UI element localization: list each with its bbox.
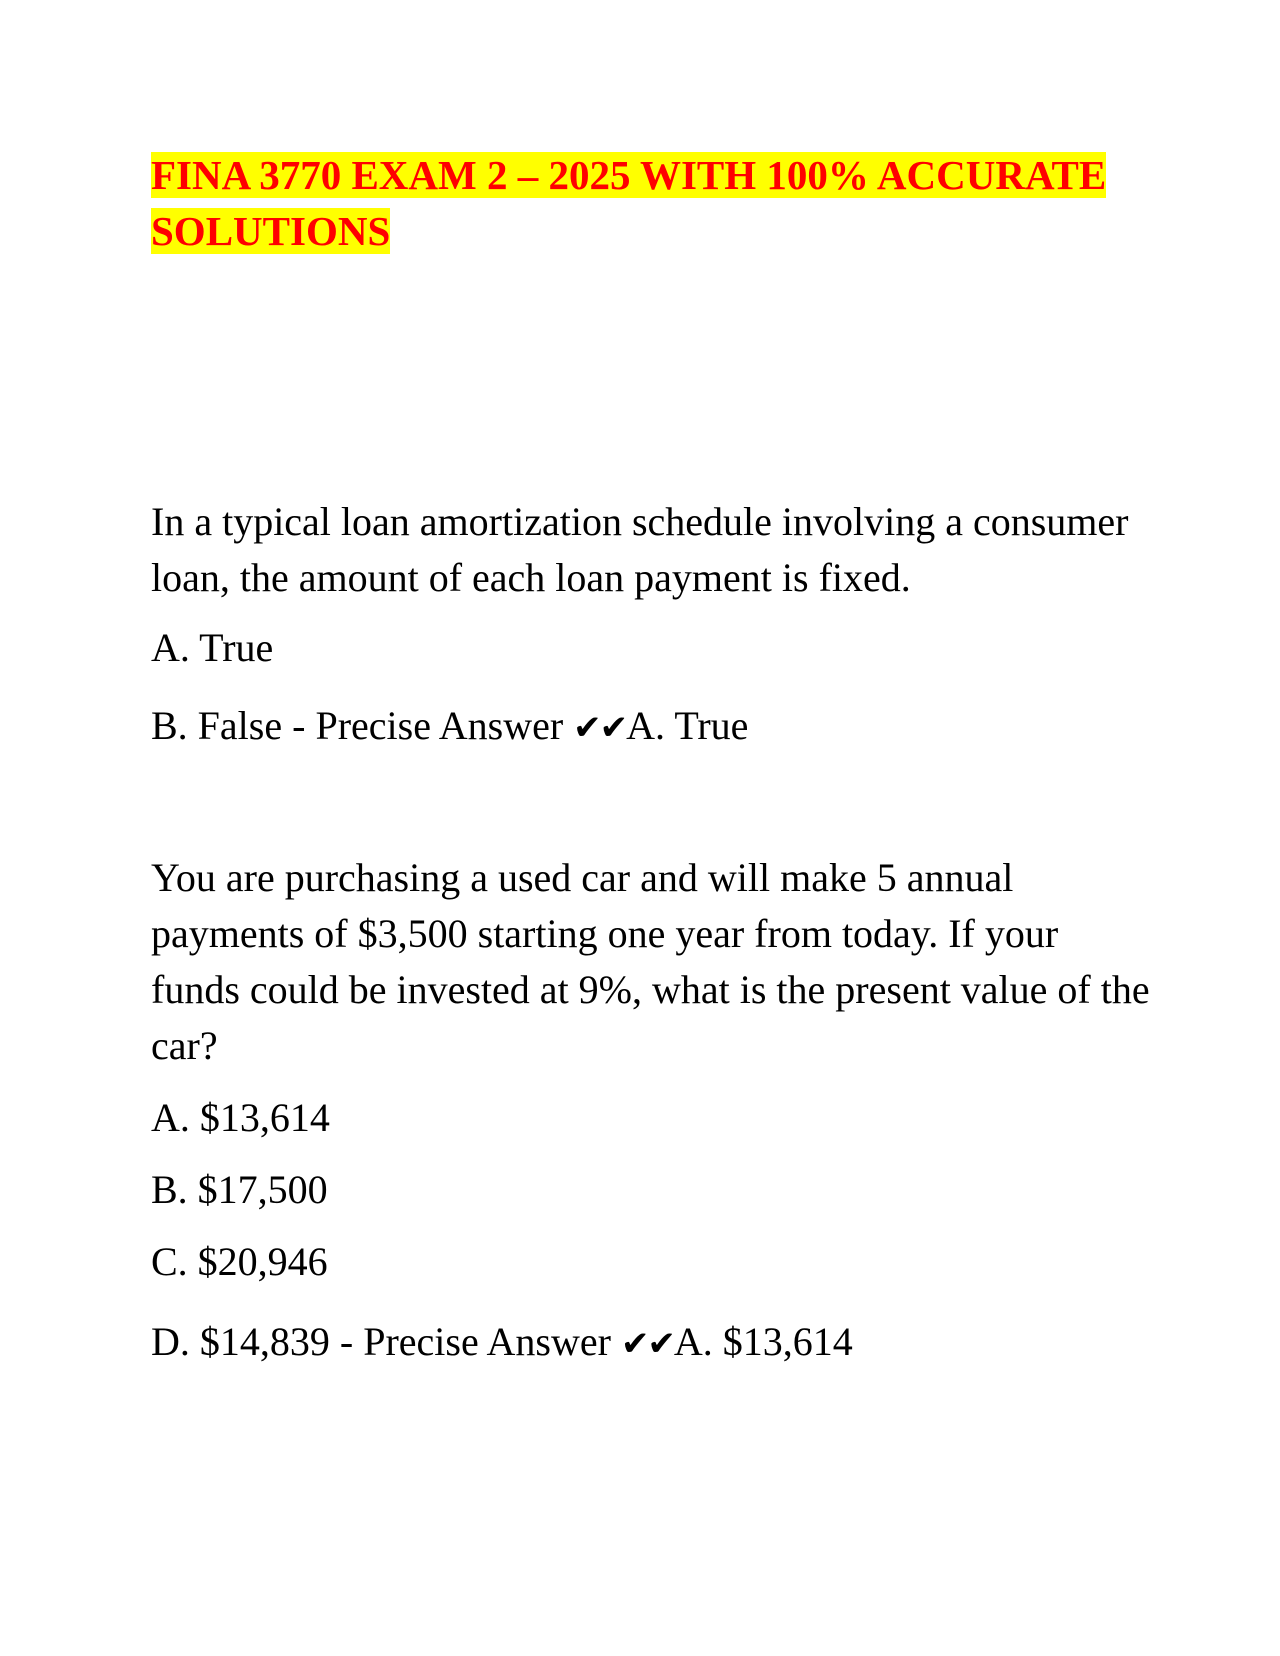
question-2-option-c: C. $20,946	[151, 1239, 328, 1284]
question-2-option-b: B. $17,500	[151, 1167, 328, 1212]
question-2	[151, 850, 1151, 1372]
double-check-icon: ✔✔	[620, 1324, 674, 1364]
question-1-answer: A. True	[626, 703, 749, 748]
question-2-stem: You are purchasing a used car and will make 5 annual payments of $3,500 starting one year from today. If your funds could be invested at 9%, what is the present value of the car?	[151, 855, 1150, 1068]
question-1-option-b: B. False	[151, 703, 283, 748]
question-1	[151, 494, 1151, 756]
question-2-answer: A. $13,614	[673, 1319, 853, 1364]
question-2-option-d: D. $14,839	[151, 1319, 330, 1364]
question-1-option-b-with-answer	[151, 698, 1151, 756]
question-2-option-a: A. $13,614	[151, 1095, 330, 1140]
answer-label: - Precise Answer	[329, 1319, 621, 1364]
answer-label: - Precise Answer	[282, 703, 574, 748]
document-title	[151, 147, 1151, 259]
question-1-stem: In a typical loan amortization schedule involving a consumer loan, the amount of each loan payment is fixed.	[151, 499, 1129, 600]
title-highlight: FINA 3770 EXAM 2 – 2025 WITH 100% ACCURATE SOLUTIONS	[151, 152, 1107, 254]
question-2-option-d-with-answer	[151, 1314, 1151, 1372]
question-1-option-a: A. True	[151, 625, 274, 670]
double-check-icon: ✔✔	[573, 708, 627, 748]
